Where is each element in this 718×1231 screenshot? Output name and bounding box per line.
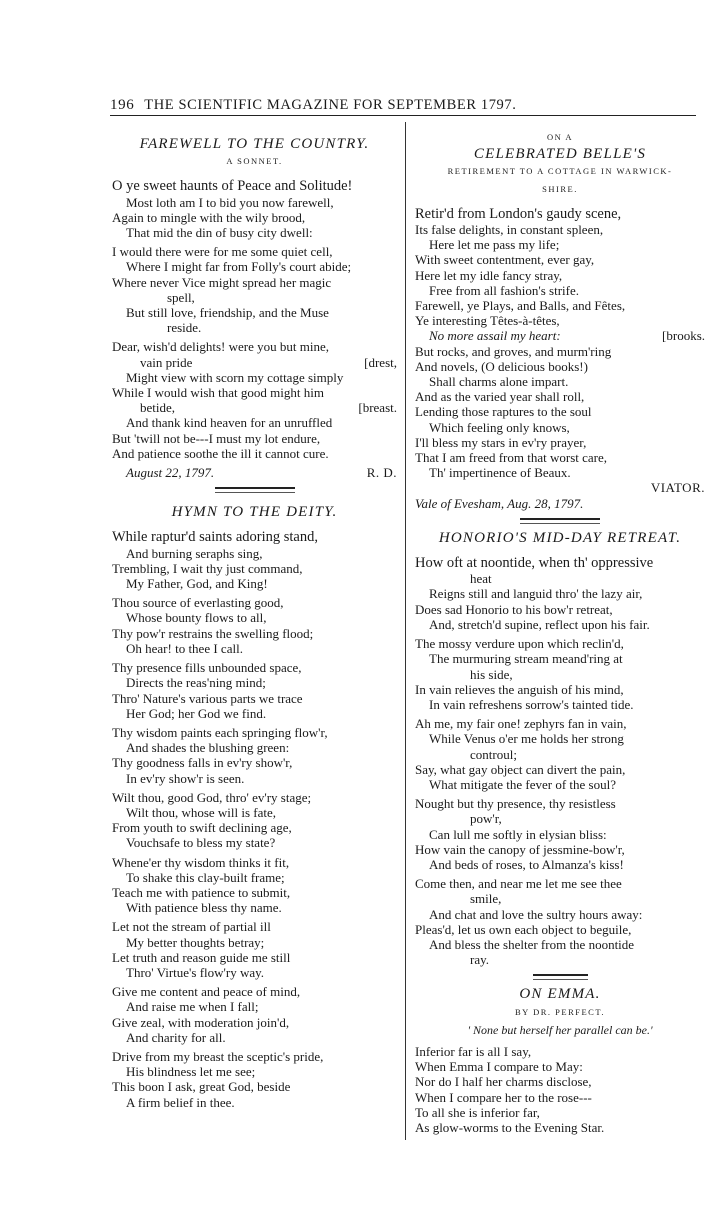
poem-line: [breast. (358, 400, 397, 416)
poem-line: This boon I ask, great God, beside (112, 1079, 291, 1095)
poem-subtitle: SHIRE. (542, 183, 578, 194)
poem-line: I'll bless my stars in ev'ry prayer, (415, 434, 587, 450)
poem-line: spell, (167, 289, 195, 305)
poem-line: To all she is inferior far, (415, 1104, 540, 1120)
poem-line: But still love, friendship, and the Muse (126, 305, 329, 321)
poem-line: Might view with scorn my cottage simply (126, 369, 344, 385)
poem-line: Can lull me softly in elysian bliss: (429, 826, 607, 842)
poem-line: And bless the shelter from the noontide (429, 936, 635, 952)
poem-line: vain pride (140, 354, 193, 370)
poem-line: Wilt thou, whose will is fate, (126, 804, 277, 820)
poem-line: And novels, (O delicious books!) (415, 358, 588, 374)
poem-line: And burning seraphs sing, (126, 545, 263, 561)
poem-line: Nor do I half her charms disclose, (415, 1074, 592, 1090)
poem-line: Retir'd from London's gaudy scene, (415, 205, 622, 222)
poem-title-hymn: HYMN TO THE DEITY. (171, 504, 338, 521)
left-column (112, 135, 397, 1110)
poem-line: Thro' Virtue's flow'ry way. (126, 964, 265, 980)
poem-line: Directs the reas'ning mind; (126, 675, 266, 691)
poem-line: Thy pow'r restrains the swelling flood; (112, 625, 314, 641)
poem-line: When I compare her to the rose--- (415, 1089, 592, 1105)
poem-title-emma: ON EMMA. (519, 986, 601, 1003)
poem-line: While I would wish that good might him (112, 385, 324, 401)
poem-line: Teach me with patience to submit, (112, 884, 291, 900)
poem-signature: R. D. (366, 465, 397, 481)
poem-line: Whose bounty flows to all, (126, 610, 267, 626)
poem-line: Let truth and reason guide me still (112, 949, 291, 965)
running-head (110, 97, 700, 114)
poem-line: Most loth am I to bid you now farewell, (126, 194, 334, 210)
poem-line: smile, (470, 891, 502, 907)
poem-line: Let not the stream of partial ill (112, 919, 271, 935)
poem-line: reside. (167, 320, 202, 336)
poem-line: heat (470, 571, 492, 587)
poem-line: From youth to swift declining age, (112, 820, 292, 836)
poem-line: Its false delights, in constant spleen, (415, 222, 604, 238)
poem-line: Thy presence fills unbounded space, (112, 660, 302, 676)
poem-line: And thank kind heaven for an unruffled (126, 415, 333, 431)
poem-line: Trembling, I wait thy just command, (112, 560, 303, 576)
poem-line: Come then, and near me let me see thee (415, 876, 622, 892)
section-divider (520, 518, 600, 524)
poem-line: Again to mingle with the wily brood, (112, 209, 306, 225)
poem-line: Reigns still and languid thro' the lazy air, (429, 586, 643, 602)
poem-place-date: Vale of Evesham, Aug. 28, 1797. (415, 495, 584, 511)
poem-line: his side, (470, 666, 513, 682)
poem-line: And as the varied year shall roll, (415, 389, 585, 405)
page-number: 196 (110, 97, 135, 113)
poem-line: Pleas'd, let us own each object to beguile, (415, 921, 632, 937)
poem-line: My Father, God, and King! (126, 576, 268, 592)
poem-line: Here let my idle fancy stray, (415, 267, 563, 283)
poem-line: Give zeal, with moderation join'd, (112, 1014, 290, 1030)
poem-line: And raise me when I fall; (126, 999, 259, 1015)
poem-title-belle: CELEBRATED BELLE'S (473, 146, 647, 163)
poem-kicker: ON A (546, 132, 574, 142)
poem-line: While Venus o'er me holds her strong (429, 731, 624, 747)
poem-line: Give me content and peace of mind, (112, 984, 301, 1000)
poem-line: Thy goodness falls in ev'ry show'r, (112, 755, 293, 771)
poem-line: ray. (470, 952, 490, 968)
poem-line: [drest, (364, 354, 397, 370)
poem-line: And charity for all. (126, 1029, 226, 1045)
poem-line: Thou source of everlasting good, (112, 595, 284, 611)
header-rule (110, 115, 696, 116)
poem-line: Farewell, ye Plays, and Balls, and Fêtes, (415, 298, 626, 314)
poem-line: Whene'er thy wisdom thinks it fit, (112, 854, 290, 870)
poem-line: That mid the din of busy city dwell: (126, 225, 313, 241)
section-divider (215, 487, 295, 493)
poem-line: Free from all fashion's strife. (429, 282, 579, 298)
poem-line: Drive from my breast the sceptic's pride, (112, 1048, 324, 1064)
poem-line: Thro' Nature's various parts we trace (112, 690, 303, 706)
poem-line: Oh hear! to thee I call. (126, 640, 243, 656)
poem-line: Where never Vice might spread her magic (112, 274, 332, 290)
poem-line: And patience soothe the ill it cannot cure. (112, 445, 329, 461)
poem-subtitle-sonnet: A SONNET. (226, 156, 283, 167)
section-divider (533, 974, 588, 980)
poem-line: Dear, wish'd delights! were you but mine, (112, 339, 329, 355)
poem-date: August 22, 1797. (126, 465, 215, 481)
right-column (415, 128, 705, 1135)
poem-line: The murmuring stream meand'ring at (429, 651, 623, 667)
poem-line: pow'r, (470, 811, 502, 827)
poem-line: Th' impertinence of Beaux. (429, 465, 571, 481)
poem-line: [brooks. (662, 328, 705, 344)
poem-line: Where I might far from Folly's court abide; (126, 259, 352, 275)
poem-line: While raptur'd saints adoring stand, (112, 529, 318, 546)
poem-line: Which feeling only knows, (429, 419, 570, 435)
poem-line: And shades the blushing green: (126, 740, 290, 756)
poem-line: I would there were for me some quiet cell, (112, 244, 333, 260)
poem-title-honorio: HONORIO'S MID-DAY RETREAT. (438, 529, 682, 546)
poem-line: My better thoughts betray; (126, 934, 265, 950)
poem-line: How vain the canopy of jessmine-bow'r, (415, 841, 625, 857)
poem-line: Does sad Honorio to his bow'r retreat, (415, 601, 613, 617)
poem-line: As glow-worms to the Evening Star. (415, 1119, 605, 1135)
poem-line: Here let me pass my life; (429, 237, 560, 253)
poem-line: Vouchsafe to bless my state? (126, 835, 276, 851)
poem-line: Inferior far is all I say, (415, 1043, 532, 1059)
poem-line: In vain relieves the anguish of his mind, (415, 681, 624, 697)
poem-byline: BY DR. PERFECT. (514, 1006, 606, 1017)
poem-line: His blindness let me see; (126, 1064, 256, 1080)
poem-line: No more assail my heart: (429, 328, 561, 344)
poem-line: Her God; her God we find. (126, 705, 267, 721)
poem-line: What mitigate the fever of the soul? (429, 776, 616, 792)
poem-line: In ev'ry show'r is seen. (126, 770, 245, 786)
column-divider (405, 122, 406, 1140)
poem-line: betide, (140, 400, 176, 416)
poem-line: Wilt thou, good God, thro' ev'ry stage; (112, 789, 312, 805)
poem-line: Thy wisdom paints each springing flow'r, (112, 724, 328, 740)
poem-line: O ye sweet haunts of Peace and Solitude! (112, 178, 353, 195)
poem-line: That I am freed from that worst care, (415, 450, 608, 466)
poem-line: Ye interesting Têtes-à-têtes, (415, 313, 560, 329)
poem-line: And beds of roses, to Almanza's kiss! (429, 856, 624, 872)
poem-line: When Emma I compare to May: (415, 1059, 583, 1075)
poem-title-farewell: FAREWELL TO THE COUNTRY. (139, 136, 370, 152)
poem-line: But 'twill not be---I must my lot endure, (112, 430, 321, 446)
poem-epigraph: ' None but herself her parallel can be.' (467, 1022, 653, 1037)
poem-line: Ah me, my fair one! zephyrs fan in vain, (415, 716, 627, 732)
poem-subtitle: RETIREMENT TO A COTTAGE IN WARWICK- (447, 166, 673, 177)
poem-line: With patience bless thy name. (126, 900, 282, 916)
poem-line: A firm belief in thee. (126, 1094, 235, 1110)
poem-line: controul; (470, 746, 517, 762)
poem-line: How oft at noontide, when th' oppressive (415, 555, 654, 572)
poem-line: And chat and love the sultry hours away: (429, 906, 643, 922)
poem-line: The mossy verdure upon which reclin'd, (415, 636, 624, 652)
poem-line: Nought but thy presence, thy resistless (415, 796, 616, 812)
poem-line: In vain refreshens sorrow's tainted tide. (429, 696, 634, 712)
poem-line: Shall charms alone impart. (429, 374, 569, 390)
poem-line: With sweet contentment, ever gay, (415, 252, 595, 268)
poem-line: Lending those raptures to the soul (415, 404, 592, 420)
poem-line: Say, what gay object can divert the pain, (415, 761, 626, 777)
poem-line: To shake this clay-built frame; (126, 869, 285, 885)
poem-line: And, stretch'd supine, reflect upon his fair. (429, 616, 650, 632)
poem-line: But rocks, and groves, and murm'ring (415, 343, 612, 359)
poem-signature: VIATOR. (650, 480, 705, 496)
running-head-title: THE SCIENTIFIC MAGAZINE FOR SEPTEMBER 1797. (144, 97, 517, 113)
